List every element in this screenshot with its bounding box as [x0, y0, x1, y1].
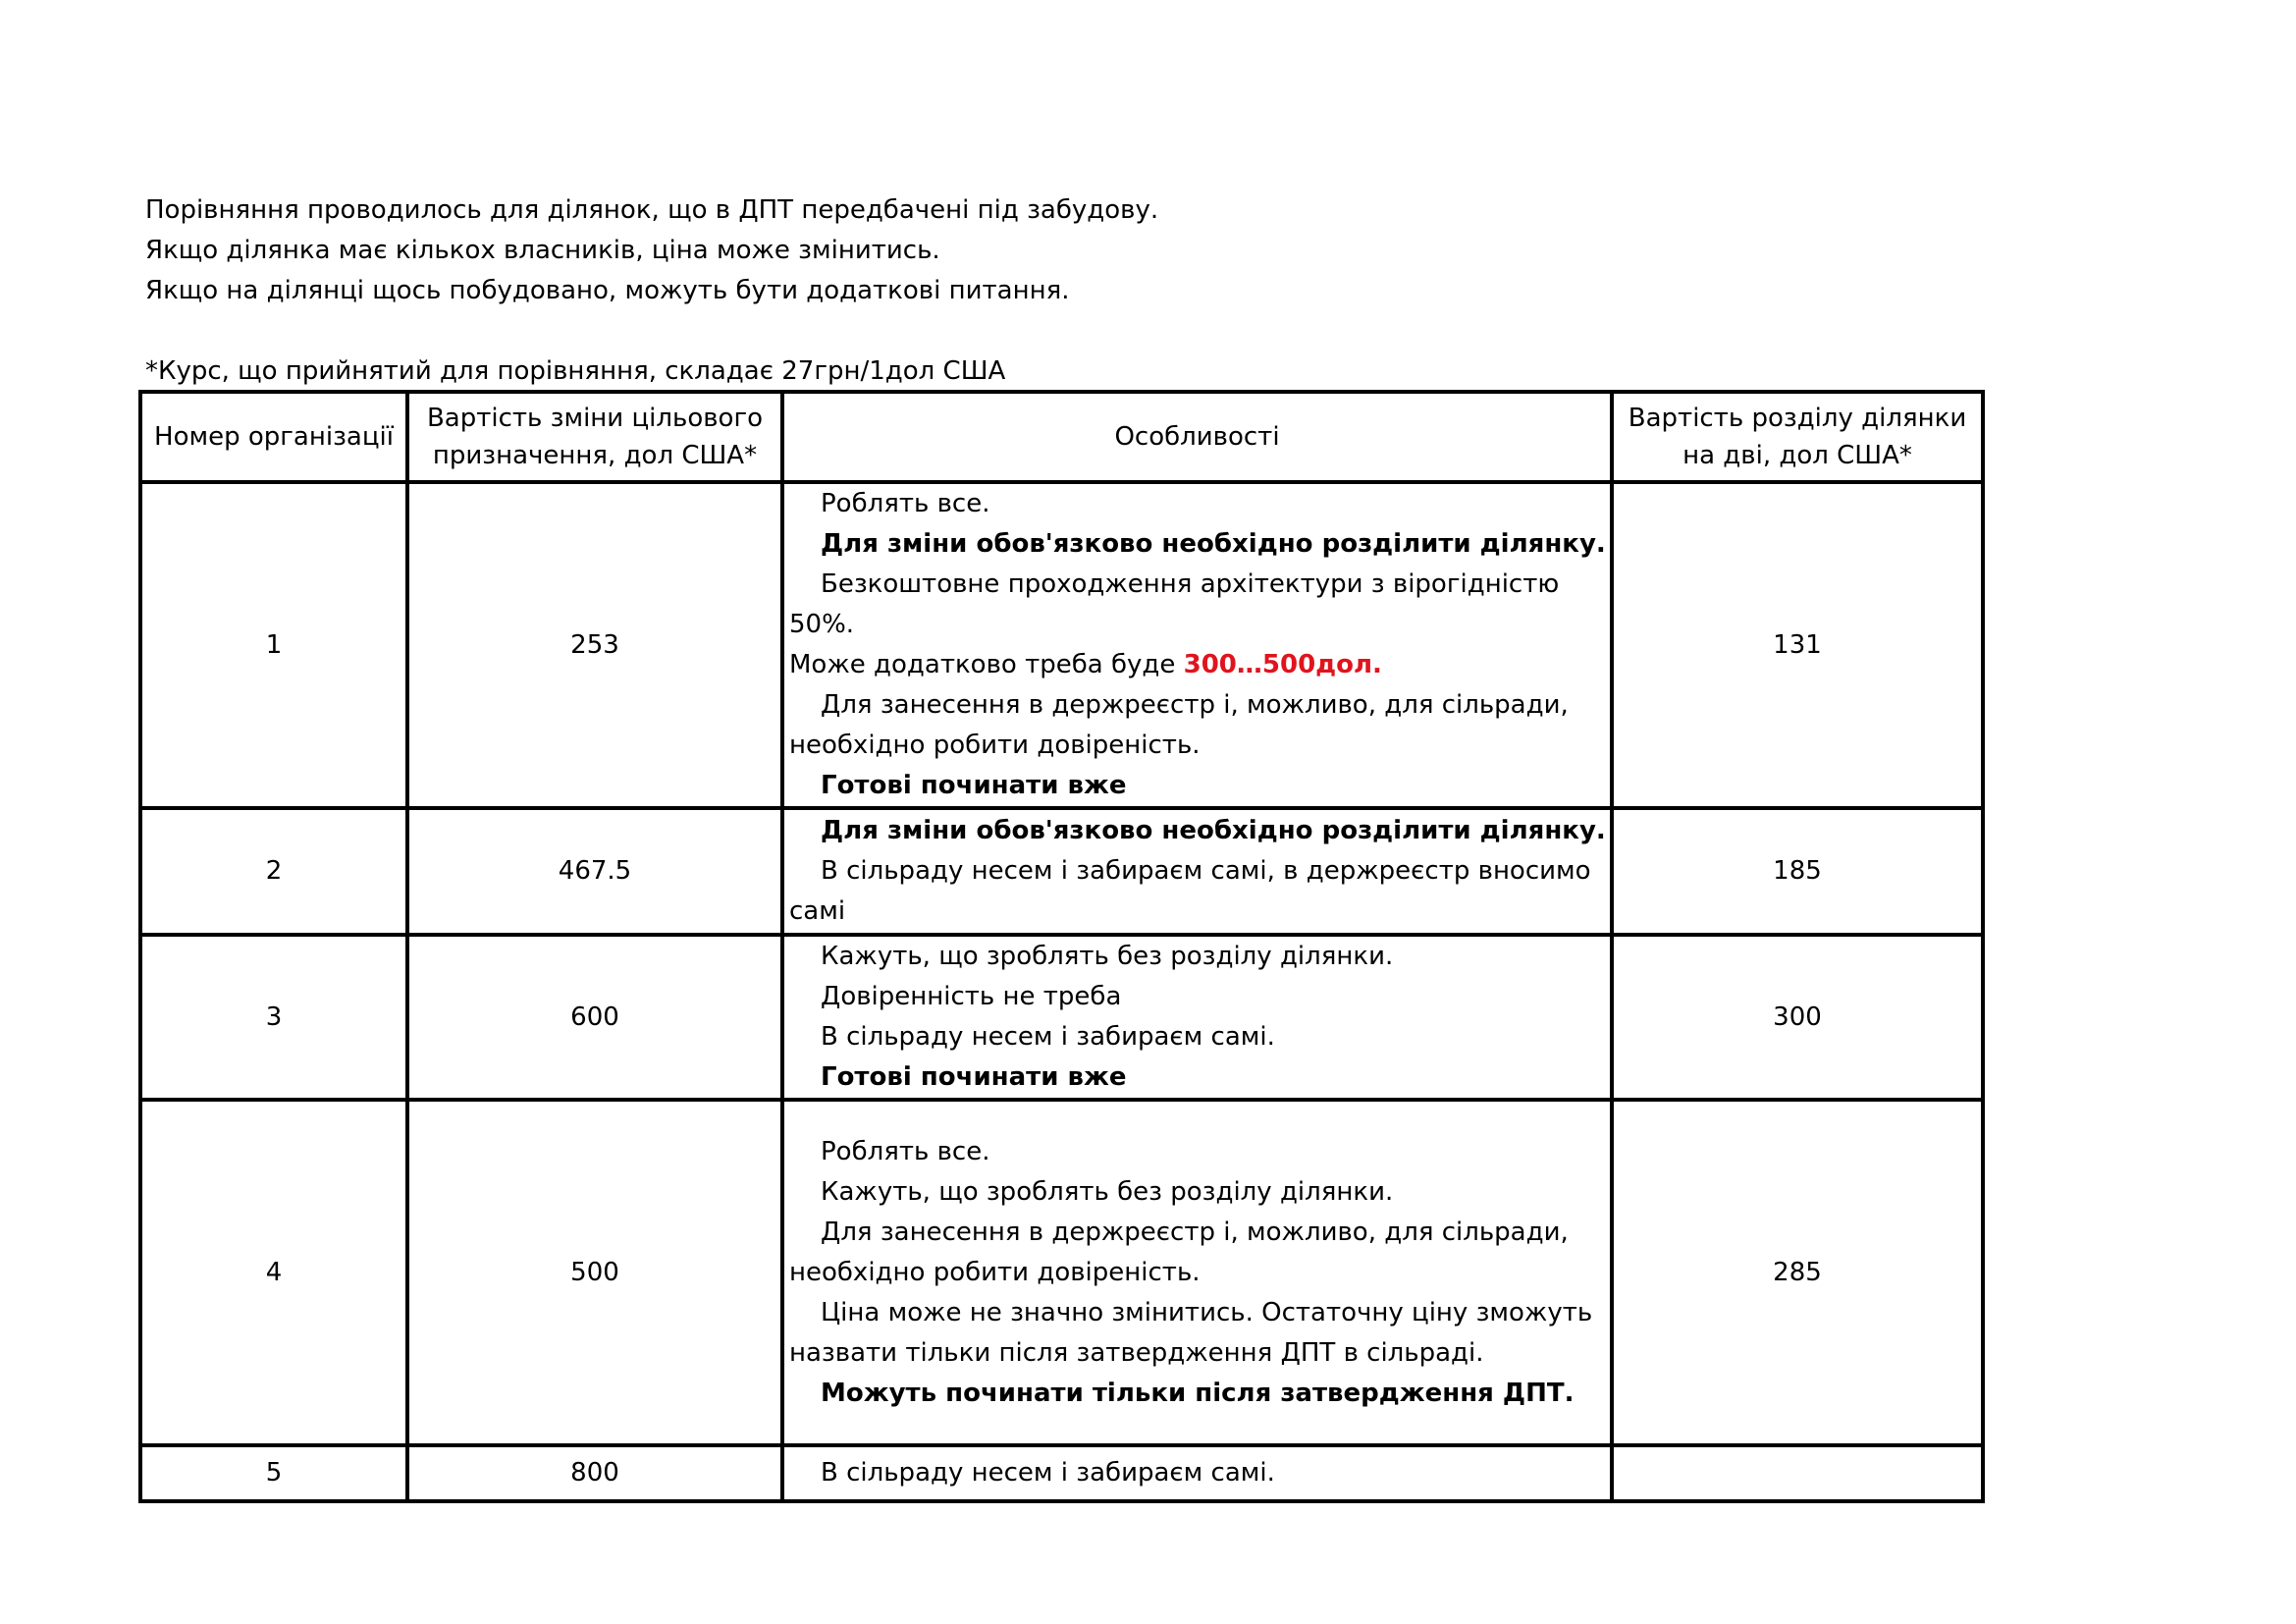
exchange-rate-note: *Курс, що прийнятий для порівняння, складає 27грн/1дол США — [145, 356, 1006, 386]
spacer — [145, 311, 1158, 352]
feature-line: Безкоштовне проходження архітектури з вірогідністю 50%. — [789, 569, 1560, 639]
header-features: Особливості — [782, 392, 1612, 482]
cell-cost: 500 — [407, 1100, 782, 1445]
header-number: Номер організації — [140, 392, 407, 482]
feature-line: В сільраду несем і забираєм самі. — [821, 1458, 1275, 1488]
notes-block — [145, 190, 1158, 392]
feature-line: В сільраду несем і забираєм самі. — [821, 1022, 1275, 1052]
cell-number: 5 — [140, 1445, 407, 1501]
feature-line: Для занесення в держреєстр і, можливо, для сільради, необхідно робити довіреність. — [789, 1217, 1569, 1287]
cell-features — [782, 482, 1612, 808]
cell-cost: 600 — [407, 935, 782, 1100]
cell-number: 2 — [140, 808, 407, 935]
cell-split: 285 — [1612, 1100, 1983, 1445]
feature-line: Кажуть, що зроблять без розділу ділянки. — [821, 1176, 1394, 1207]
feature-line: Готові починати вже — [821, 1062, 1127, 1092]
cell-features — [782, 1100, 1612, 1445]
feature-line — [789, 645, 1610, 685]
comparison-table — [138, 390, 1985, 1503]
cell-cost: 467.5 — [407, 808, 782, 935]
header-split: Вартість розділу ділянки на дві, дол США* — [1612, 392, 1983, 482]
table-row — [140, 1100, 1983, 1445]
cell-features — [782, 1445, 1612, 1501]
table-header-row — [140, 392, 1983, 482]
feature-line: Кажуть, що зроблять без розділу ділянки. — [821, 942, 1394, 971]
cell-features — [782, 935, 1612, 1100]
feature-line: Для занесення в держреєстр і, можливо, для сільради, необхідно робити довіреність. — [789, 690, 1569, 760]
feature-line: Для зміни обов'язково необхідно розділити ділянку. — [821, 529, 1606, 559]
header-cost: Вартість зміни цільового призначення, дол США* — [407, 392, 782, 482]
feature-line: В сільраду несем і забираєм самі, в держреєстр вносимо самі — [789, 856, 1591, 926]
table-row — [140, 808, 1983, 935]
feature-text: Може додатково треба буде — [789, 650, 1184, 679]
table-row — [140, 1445, 1983, 1501]
feature-line: Роблять все. — [821, 1136, 990, 1166]
table-row — [140, 482, 1983, 808]
cell-number: 4 — [140, 1100, 407, 1445]
cell-split: 131 — [1612, 482, 1983, 808]
cell-split: 185 — [1612, 808, 1983, 935]
cell-cost: 253 — [407, 482, 782, 808]
feature-line: Ціна може не значно змінитись. Остаточну ціну зможуть назвати тільки після затвердження ДПТ в сільраді. — [789, 1297, 1593, 1368]
note-line: Якщо ділянка має кількох власників, ціна може змінитись. — [145, 236, 940, 265]
cell-features — [782, 808, 1612, 935]
feature-line: Готові починати вже — [821, 771, 1127, 800]
note-line: Порівняння проводилось для ділянок, що в ДПТ передбачені під забудову. — [145, 195, 1159, 225]
feature-line: Довіренність не треба — [821, 982, 1122, 1011]
cell-number: 1 — [140, 482, 407, 808]
cell-split — [1612, 1445, 1983, 1501]
feature-line: Роблять все. — [821, 489, 990, 518]
table-row — [140, 935, 1983, 1100]
note-line: Якщо на ділянці щось побудовано, можуть бути додаткові питання. — [145, 276, 1070, 305]
feature-line: Для зміни обов'язково необхідно розділити ділянку. — [821, 816, 1606, 845]
cell-number: 3 — [140, 935, 407, 1100]
extra-cost-highlight: 300…500дол. — [1183, 650, 1382, 679]
cell-cost: 800 — [407, 1445, 782, 1501]
cell-split: 300 — [1612, 935, 1983, 1100]
feature-line: Можуть починати тільки після затвердження ДПТ. — [821, 1378, 1575, 1408]
